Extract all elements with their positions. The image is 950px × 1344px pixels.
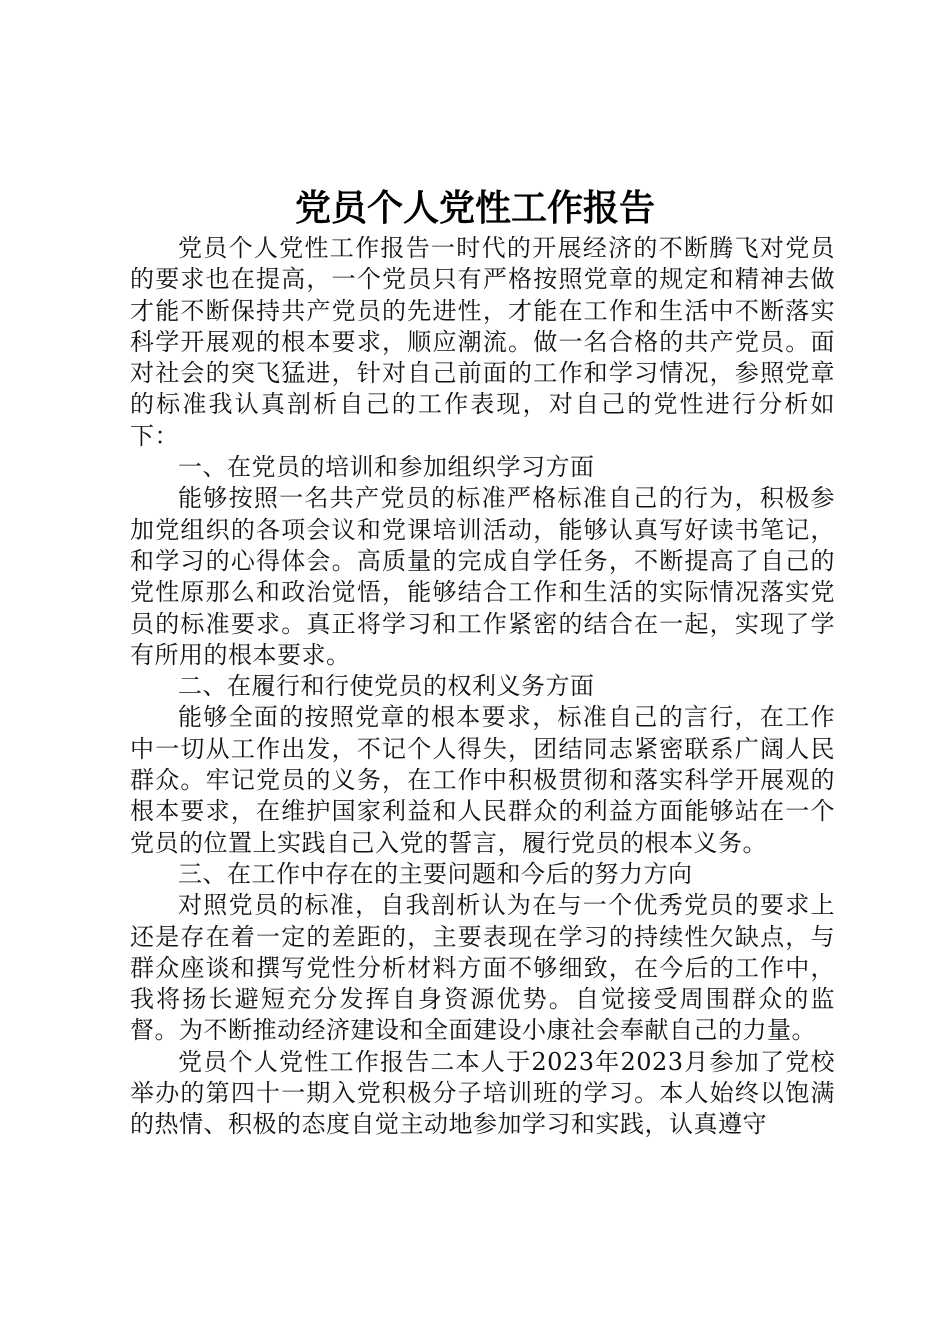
document-title: 党员个人党性工作报告 [294, 187, 655, 229]
paragraph-section-1: 能够按照一名共产党员的标准严格标准自己的行为，积极参加党组织的各项会议和党课培训活动，能够认真写好读书笔记，和学习的心得体会。高质量的完成自学任务，不断提高了自己的党性原那么和政治觉悟，能够结合工作和生活的实际情况落实党员的标准要求。真正将学习和工作紧密的结合在一起，实现了学有所用的根本要求。 [130, 484, 835, 669]
section-heading-2: 二、在履行和行使党员的权利义务方面 [178, 672, 595, 701]
document-body [130, 233, 835, 1141]
paragraph-report-2: 党员个人党性工作报告二本人于2023年2023月参加了党校举办的第四十一期入党积极分子培训班的学习。本人始终以饱满的热情、积极的态度自觉主动地参加学习和实践，认真遵守 [130, 1047, 835, 1139]
paragraph-section-3: 对照党员的标准，自我剖析认为在与一个优秀党员的要求上还是存在着一定的差距的，主要表现在学习的持续性欠缺点，与群众座谈和撰写党性分析材料方面不够细致，在今后的工作中，我将扬长避短充分发挥自身资源优势。自觉接受周围群众的监督。为不断推动经济建设和全面建设小康社会奉献自己的力量。 [130, 891, 835, 1045]
section-heading-3: 三、在工作中存在的主要问题和今后的努力方向 [178, 859, 693, 888]
paragraph-section-2: 能够全面的按照党章的根本要求，标准自己的言行，在工作中一切从工作出发，不记个人得失，团结同志紧密联系广阔人民群众。牢记党员的义务，在工作中积极贯彻和落实科学开展观的根本要求，在维护国家利益和人民群众的利益方面能够站在一个党员的位置上实践自己入党的誓言，履行党员的根本义务。 [130, 703, 835, 857]
section-heading-1: 一、在党员的培训和参加组织学习方面 [178, 453, 595, 482]
paragraph-intro: 党员个人党性工作报告一时代的开展经济的不断腾飞对党员的要求也在提高，一个党员只有严格按照党章的规定和精神去做才能不断保持共产党员的先进性，才能在工作和生活中不断落实科学开展观的根本要求，顺应潮流。做一名合格的共产党员。面对社会的突飞猛进，针对自己前面的工作和学习情况，参照党章的标准我认真剖析自己的工作表现，对自己的党性进行分析如下： [130, 234, 835, 450]
